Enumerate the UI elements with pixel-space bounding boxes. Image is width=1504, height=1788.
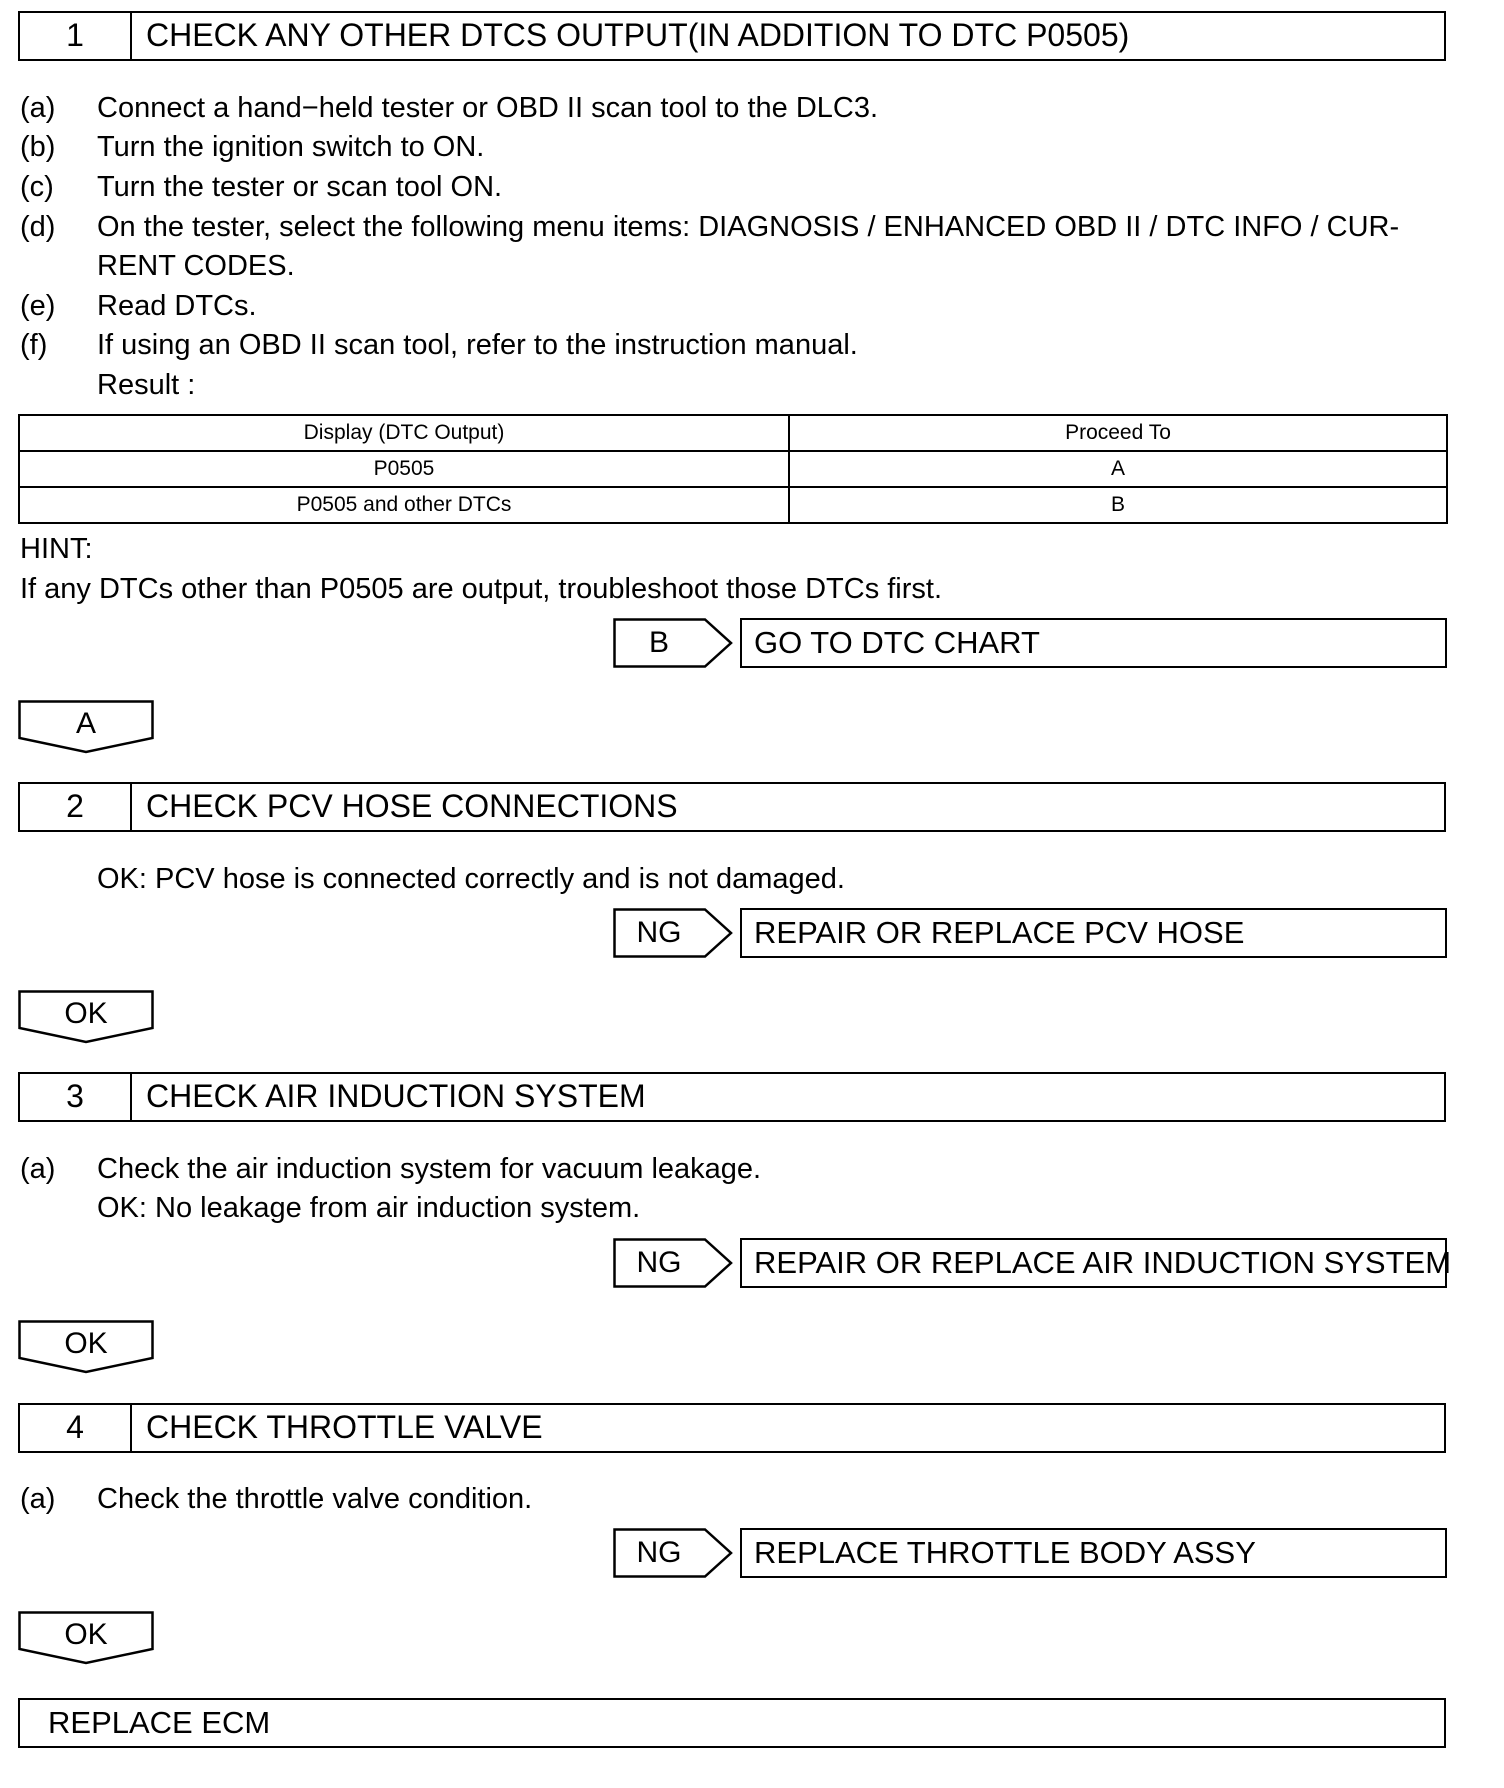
step-4-header: [18, 1403, 1446, 1453]
table-cell: A: [789, 451, 1447, 487]
step-number: 1: [20, 13, 132, 59]
table-row: [19, 487, 1447, 523]
branch-label: B: [648, 626, 669, 659]
step-title: CHECK PCV HOSE CONNECTIONS: [146, 788, 678, 824]
branch-action: REPAIR OR REPLACE AIR INDUCTION SYSTEM: [740, 1238, 1447, 1288]
item-text: Read DTCs.: [97, 290, 257, 322]
item-text: Check the throttle valve condition.: [97, 1483, 533, 1515]
branch-action: REPLACE THROTTLE BODY ASSY: [740, 1528, 1447, 1578]
item-text: Turn the ignition switch to ON.: [97, 131, 485, 163]
ok-criteria: OK: PCV hose is connected correctly and is not damaged.: [97, 863, 845, 895]
hint-text: If any DTCs other than P0505 are output, troubleshoot those DTCs first.: [20, 573, 943, 605]
continue-tab: [18, 700, 154, 754]
item-label: (a): [20, 1483, 56, 1515]
item-label: (d): [20, 211, 56, 243]
branch-arrow-label: [613, 618, 733, 668]
table-header: Proceed To: [789, 415, 1447, 451]
branch-label: NG: [636, 1246, 682, 1279]
item-text: Turn the tester or scan tool ON.: [97, 171, 503, 203]
branch-action: REPAIR OR REPLACE PCV HOSE: [740, 908, 1447, 958]
step-title: CHECK AIR INDUCTION SYSTEM: [146, 1078, 646, 1114]
item-label: (a): [20, 1153, 56, 1185]
continue-label: OK: [64, 1327, 108, 1360]
table-row: [19, 451, 1447, 487]
step-1-header: [18, 11, 1446, 61]
item-text-continued: RENT CODES.: [97, 250, 295, 282]
branch-arrow-label: [613, 908, 733, 958]
hint-label: HINT:: [20, 533, 93, 565]
item-text: Connect a hand−held tester or OBD II scan tool to the DLC3.: [97, 92, 879, 124]
table-cell: B: [789, 487, 1447, 523]
step-number: 2: [20, 784, 132, 830]
branch-action: GO TO DTC CHART: [740, 618, 1447, 668]
final-action: REPLACE ECM: [18, 1698, 1446, 1748]
branch-arrow-label: [613, 1528, 733, 1578]
table-header: Display (DTC Output): [19, 415, 789, 451]
branch-label: NG: [636, 1536, 682, 1569]
continue-tab: [18, 990, 154, 1044]
step-title: CHECK ANY OTHER DTCS OUTPUT(IN ADDITION TO DTC P0505): [146, 17, 1130, 53]
item-label: (b): [20, 131, 56, 163]
step-title: CHECK THROTTLE VALVE: [146, 1409, 543, 1445]
continue-label: A: [75, 707, 96, 740]
item-label: (e): [20, 290, 56, 322]
table-cell: P0505: [19, 451, 789, 487]
table-cell: P0505 and other DTCs: [19, 487, 789, 523]
step-number: 3: [20, 1074, 132, 1120]
item-text: On the tester, select the following menu items: DIAGNOSIS / ENHANCED OBD II / DTC INFO / CUR-: [97, 211, 1400, 243]
item-label: (f): [20, 329, 48, 361]
branch-label: NG: [636, 916, 682, 949]
item-text: Check the air induction system for vacuum leakage.: [97, 1153, 762, 1185]
result-table: [18, 414, 1448, 524]
step-number: 4: [20, 1405, 132, 1451]
item-label: (c): [20, 171, 54, 203]
item-text: If using an OBD II scan tool, refer to the instruction manual.: [97, 329, 858, 361]
table-header-row: [19, 415, 1447, 451]
ok-criteria: OK: No leakage from air induction system.: [97, 1192, 641, 1224]
branch-arrow-label: [613, 1238, 733, 1288]
continue-label: OK: [64, 1618, 108, 1651]
result-label: Result :: [97, 369, 196, 401]
step-3-header: [18, 1072, 1446, 1122]
continue-label: OK: [64, 997, 108, 1030]
continue-tab: [18, 1320, 154, 1374]
step-2-header: [18, 782, 1446, 832]
item-label: (a): [20, 92, 56, 124]
continue-tab: [18, 1611, 154, 1665]
